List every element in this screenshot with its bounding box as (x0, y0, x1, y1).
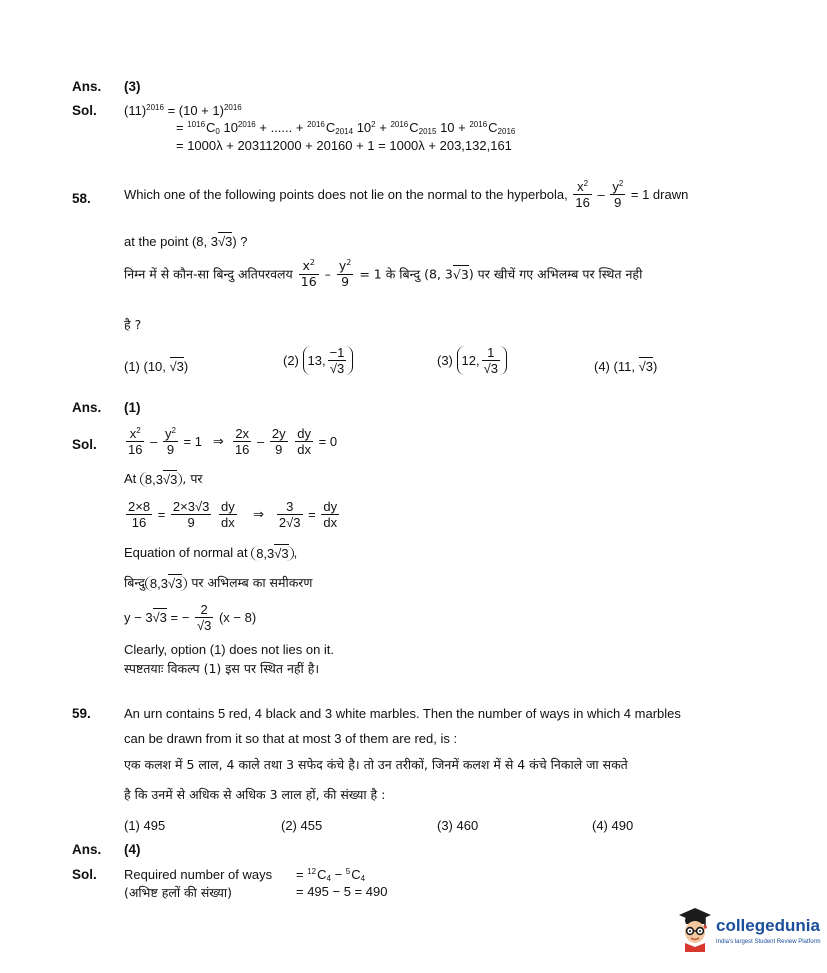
binomial-line-1: $(11)^{2016} = (10 + 1)^{2016}$ (124, 103, 242, 118)
q58-option-2: (2) 13, $\frac{-1}{√3}$ (283, 346, 353, 375)
sol-conclusion-hi: स्पष्टतयाः विकल्प (1) इस पर स्थित नहीं है। (124, 661, 320, 676)
ans-label: Ans. (72, 79, 102, 94)
sol-normal-hi: बिन्दु 8,3√3 पर अभिलम्ब का समीकरण (124, 575, 313, 591)
sol-differentiation: $\frac{x^2}{16}$ – $\frac{y^2}{9}$ = 1 ⇒ $\frac{2x}{16}$ – $\frac{2y}{9}$ $\frac{dy}{dx}$ = 0 (128, 426, 338, 457)
x2-over-16: $\frac{x^2}{16}$ (575, 179, 590, 210)
q58-hindi-line1: निम्न में से कौन-सा बिन्दु अतिपरवलय $\frac{x^2}{16}$ – $\frac{y^2}{9}$ = 1 के बिन्दु (8, 3√3) पर खीचें गए अभिलम्ब पर स्थित नही (124, 258, 643, 289)
y2-over-9: $\frac{y^2}{9}$ (612, 179, 624, 210)
ans-value: (3) (124, 79, 141, 94)
question-number-59: 59. (72, 706, 91, 721)
sol-required-hi: (अभिष्ट हलों की संख्या) (124, 885, 232, 900)
q59-option-4: (4) 490 (592, 818, 634, 833)
q58-hindi-line2: है ? (124, 317, 142, 332)
sol-label: Sol. (72, 867, 97, 882)
sol-required-en: Required number of ways (124, 867, 273, 882)
q58-option-3: (3) 12, $\frac{1}{√3}$ (437, 346, 507, 375)
sol-label: Sol. (72, 103, 97, 118)
ans-value: (1) (124, 400, 141, 415)
sol-result: = 495 − 5 = 490 (296, 884, 388, 899)
ans-label: Ans. (72, 400, 102, 415)
q58-option-1: (1) (10, √3) (124, 359, 189, 374)
question-number-58: 58. (72, 191, 91, 206)
q59-english-line1: An urn contains 5 red, 4 black and 3 white marbles. Then the number of ways in which 4 marbles (124, 706, 681, 721)
sol-conclusion-en: Clearly, option (1) does not lies on it. (124, 642, 335, 657)
sol-combination: = $^{12}C_4 - ^5C_4$ (296, 867, 366, 883)
q59-english-line2: can be drawn from it so that at most 3 of them are red, is : (124, 731, 458, 746)
sol-slope: $\frac{2\times 8}{16}$ = $\frac{2\times 3√3}{9}$ $\frac{dy}{dx}$ ⇒ $\frac{3}{2√3}$ = $\frac{dy}{dx}$ (128, 499, 338, 530)
q58-english-line2: at the point (8, 3√3) ? (124, 234, 248, 249)
q59-hindi-line1: एक कलश में 5 लाल, 4 काले तथा 3 सफेद कंचे है। तो उन तरीकों, जिनमें कलश में से 4 कंचे निकाले जा सकते (124, 757, 628, 772)
collegedunia-tagline: India's largest Student Review Platform (716, 939, 821, 945)
ans-label: Ans. (72, 842, 102, 857)
binomial-line-3: = 1000λ + 203112000 + 20160 + 1 = 1000λ + 203,132,161 (176, 138, 512, 153)
sol-normal-equation: y − 3√3 = − $\frac{2}{√3}$ (x − 8) (124, 602, 257, 633)
q58-english-line1: Which one of the following points does not lie on the normal to the hyperbola, $\frac{x^2}{16}$ – $\frac{y^2}{9}$ = 1 drawn (124, 179, 689, 210)
collegedunia-logo-text: collegedunia (716, 916, 820, 935)
q59-option-3: (3) 460 (437, 818, 479, 833)
q59-hindi-line2: है कि उनमें से अधिक से अधिक 3 लाल हों, की संख्या है : (124, 787, 386, 802)
ans-value: (4) (124, 842, 141, 857)
sol-label: Sol. (72, 437, 97, 452)
sol-at-point: At 8,3√3 , पर (124, 471, 203, 488)
q59-option-1: (1) 495 (124, 818, 166, 833)
implies-arrow: ⇒ (212, 433, 224, 449)
q58-option-4: (4) (11, √3) (594, 359, 658, 374)
sol-normal-en: Equation of normal at 8,3√3 , (124, 545, 298, 562)
binomial-line-2: = $^{1016}C_0$ $10^{2016}$ + ...... + $^{2016}C_{2014}$ $10^2 + ^{2016}C_{2015}$ $10 + ^{2016}C_{2016}$ (176, 120, 516, 136)
collegedunia-mascot-icon (676, 902, 714, 952)
q59-option-2: (2) 455 (281, 818, 323, 833)
